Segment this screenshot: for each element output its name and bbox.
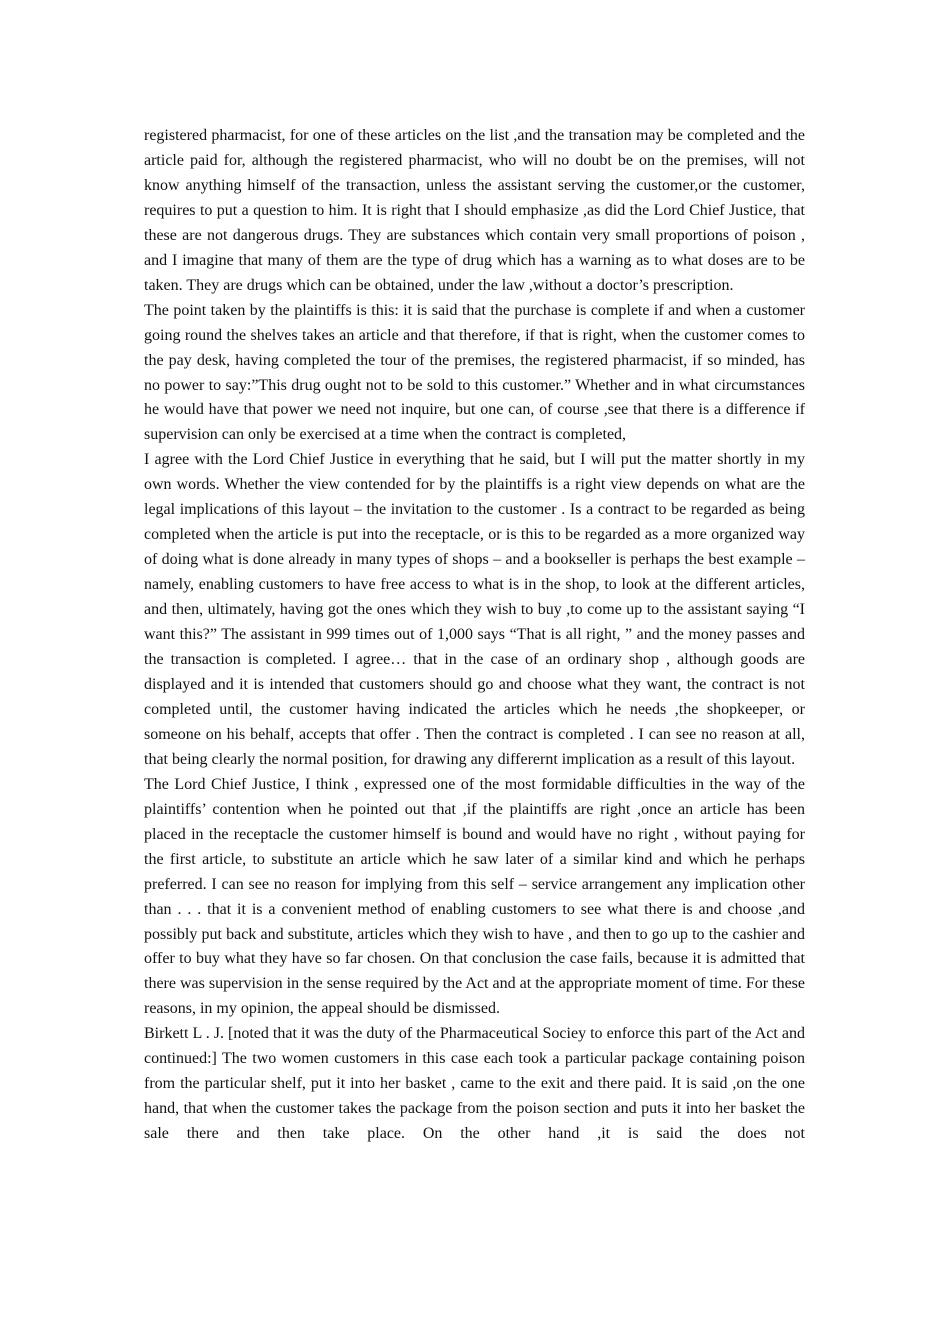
paragraph-birkett-lj: Birkett L . J. [noted that it was the duty of the Pharmaceutical Sociey to enforce this part of the Act and continued:] The two women customers in this case each took a particular package containing poison from the particular shelf, put it into her basket , came to the exit and there paid. It is said ,on the one hand, that when the customer takes the package from the poison section and puts it into her basket the sale there and then take place. On the other hand ,it is said the does not: [144, 1025, 805, 1143]
paragraph-formidable-difficulties: The Lord Chief Justice, I think , expressed one of the most formidable difficulties in the way of the plaintiffs’ contention when he pointed out that ,if the plaintiffs are right ,once an article has been placed in the receptacle the customer himself is bound and would have no right , without paying for the first article, to substitute an article which he saw later of a similar kind and which he perhaps preferred. I can see no reason for implying from this self – service arrangement any implication other than . . . that it is a convenient method of enabling customers to see what there is and choose ,and possibly put back and substitute, articles which they wish to have , and then to go up to the cashier and offer to buy what they have so far chosen. On that conclusion the case fails, because it is admitted that there was supervision in the sense required by the Act and at the appropriate moment of time. For these reasons, in my opinion, the appeal should be dismissed.: [144, 775, 805, 1018]
paragraph-pharmacist-transaction: registered pharmacist, for one of these articles on the list ,and the transation may be completed and the article paid for, although the registered pharmacist, who will no doubt be on the premises, will not know anything himself of the transaction, unless the assistant serving the customer,or the customer, requires to put a question to him. It is right that I should emphasize ,as did the Lord Chief Justice, that these are not dangerous drugs. They are substances which contain very small proportions of poison , and I imagine that many of them are the type of drug which has a warning as to what doses are to be taken. They are drugs which can be obtained, under the law ,without a doctor’s prescription.: [144, 127, 805, 294]
paragraph-agree-lord-chief-justice: I agree with the Lord Chief Justice in everything that he said, but I will put the matter shortly in my own words. Whether the view contended for by the plaintiffs is a right view depends on what are the legal implications of this layout – the invitation to the customer . Is a contract to be regarded as being completed when the article is put into the receptacle, or is this to be regarded as a more organized way of doing what is done already in many types of shops – and a bookseller is perhaps the best example – namely, enabling customers to have free access to what is in the shop, to look at the different articles, and then, ultimately, having got the ones which they wish to buy ,to come up to the assistant saying “I want this?” The assistant in 999 times out of 1,000 says “That is all right, ” and the money passes and the transaction is completed. I agree… that in the case of an ordinary shop , although goods are displayed and it is intended that customers should go and choose what they want, the contract is not completed until, the customer having indicated the articles which he needs ,the shopkeeper, or someone on his behalf, accepts that offer . Then the contract is completed . I can see no reason at all, that being clearly the normal position, for drawing any differernt implication as a result of this layout.: [144, 451, 805, 768]
paragraph-plaintiffs-point: The point taken by the plaintiffs is this: it is said that the purchase is complete if and when a customer going round the shelves takes an article and that therefore, if that is right, when the customer comes to the pay desk, having completed the tour of the premises, the registered pharmacist, if so minded, has no power to say:”This drug ought not to be sold to this customer.” Whether and in what circumstances he would have that power we need not inquire, but one can, of course ,see that there is a difference if supervision can only be exercised at a time when the contract is completed,: [144, 301, 805, 444]
document-page: [144, 124, 805, 1147]
